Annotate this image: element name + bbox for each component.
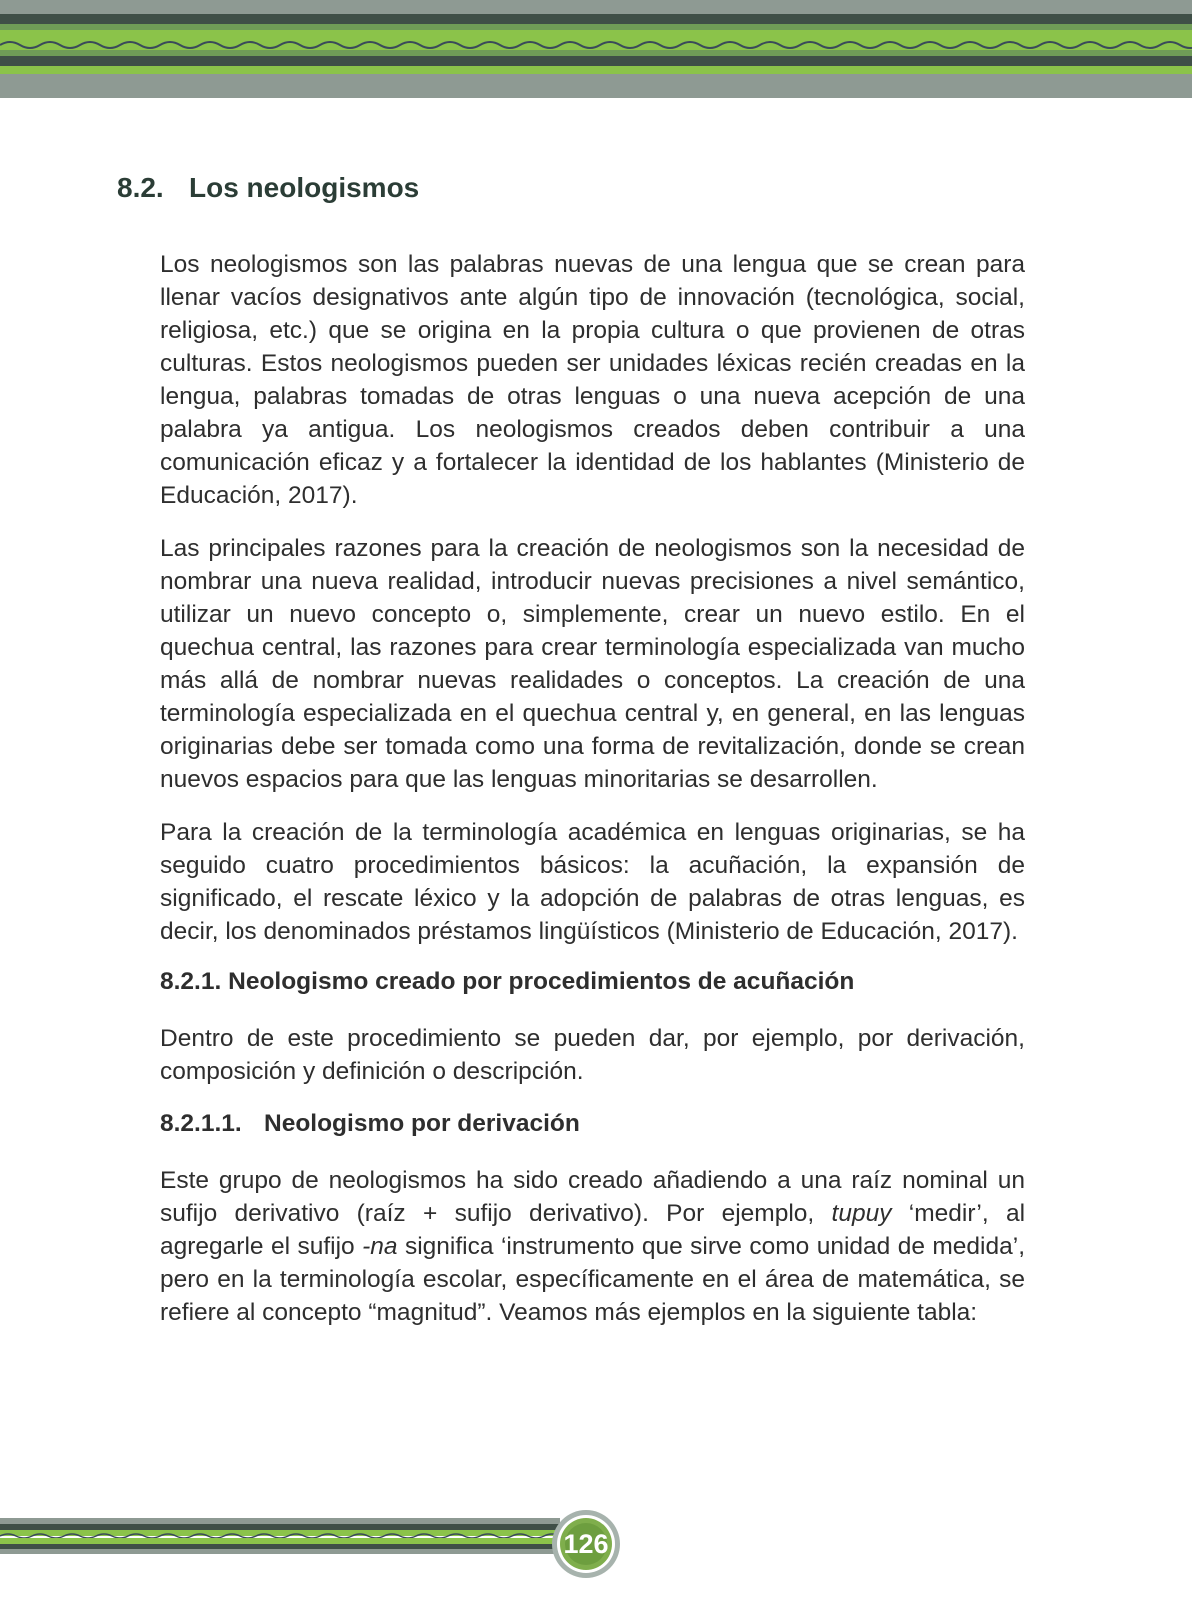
subsection-heading [160, 968, 1025, 996]
paragraph-3: Para la creación de la terminología académica en lenguas originarias, se ha seguido cuatro procedimientos básicos: la acuñación, la expansión de significado, el rescate léxico y la adopción de palabras de otras lenguas, es decir, los denominados préstamos lingüísticos (Ministerio de Educación, 2017). [160, 819, 1025, 945]
section-title: Los neologismos [189, 172, 420, 203]
term-na-suffix: -na [362, 1233, 398, 1260]
bottom-decorative-band [0, 1518, 560, 1554]
paragraph-4: Dentro de este procedimiento se pueden dar, por ejemplo, por derivación, composición y definición o descripción. [160, 1025, 1025, 1085]
term-tupuy: tupuy [831, 1200, 892, 1227]
subsection-number: 8.2.1. [160, 968, 222, 995]
top-decorative-band [0, 0, 1192, 98]
paragraph-2: Las principales razones para la creación de neologismos son la necesidad de nombrar una nueva realidad, introducir nuevas precisiones a nivel semántico, utilizar un nuevo concepto o, simplemente, crear un nuevo estilo. En el quechua central, las razones para crear terminología especializada van mucho más allá de nombrar nuevas realidades o conceptos. La creación de una terminología especializada en el quechua central y, en general, en las lenguas originarias debe ser tomada como una forma de revitalización, donde se crean nuevos espacios para que las lenguas minoritarias se desarrollen. [160, 535, 1025, 793]
paragraph-5-part-3: significa ‘instrumento que sirve como unidad de medida’, pero en la terminología escolar, específicamente en el área de matemática, se refiere al concepto “magnitud”. Veamos más ejemplos en la siguiente tabla: [160, 1233, 1026, 1326]
paragraph-5-part-1: Este grupo de neologismos ha sido creado añadiendo a una raíz nominal un sufijo derivativo (raíz + sufijo derivativo). Por ejemplo, [160, 1167, 1025, 1227]
main-content [160, 248, 1025, 1329]
section-heading [117, 172, 419, 204]
page-number: 126 [563, 1528, 609, 1559]
subsubsection-number: 8.2.1.1. [160, 1110, 242, 1137]
paragraph-5-part-2: ‘medir’, al agregarle el sufijo [160, 1200, 1026, 1260]
subsubsection-heading [160, 1110, 1025, 1138]
paragraph-1: Los neologismos son las palabras nuevas de una lengua que se crean para llenar vacíos designativos ante algún tipo de innovación (tecnológica, social, religiosa, etc.) que se origina en la propia cultura o que provienen de otras culturas. Estos neologismos pueden ser unidades léxicas recién creadas en la lengua, palabras tomadas de otras lenguas o una nueva acepción de una palabra ya antigua. Los neologismos creados deben contribuir a una comunicación eficaz y a fortalecer la identidad de los hablantes (Ministerio de Educación, 2017). [160, 251, 1025, 509]
section-number: 8.2. [117, 172, 164, 203]
subsubsection-title: Neologismo por derivación [264, 1110, 580, 1137]
subsection-title: Neologismo creado por procedimientos de acuñación [228, 968, 855, 995]
paragraph-5 [160, 1164, 1025, 1329]
